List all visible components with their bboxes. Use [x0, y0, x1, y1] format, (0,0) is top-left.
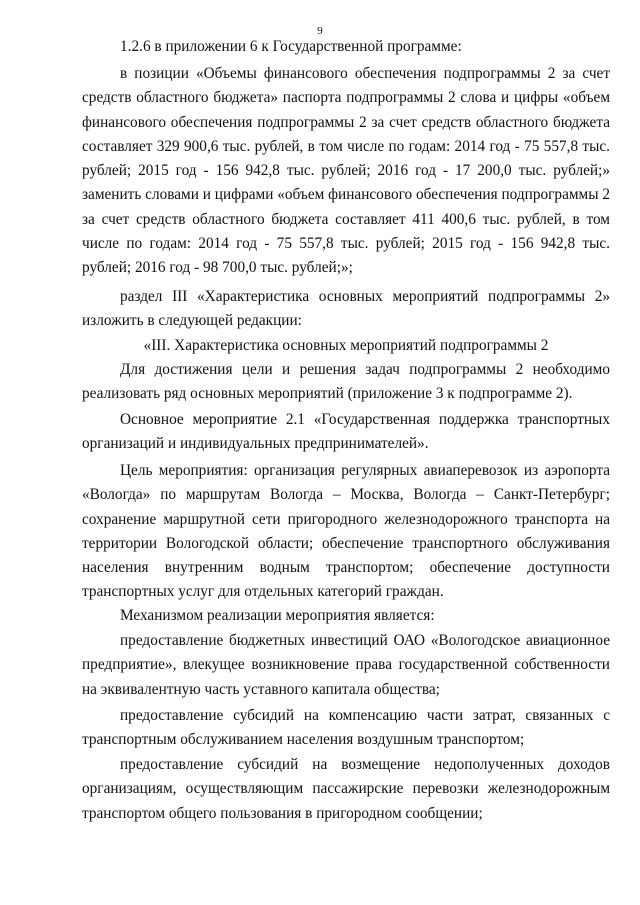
text-line: за счет средств областного бюджета составляет 411 400,6 тыс. рублей, в том [82, 210, 610, 228]
text-line: территории Вологодской области; обеспечение транспортного обслуживания [82, 534, 610, 552]
paragraph-goals [82, 358, 610, 407]
section-heading: «III. Характеристика основных мероприятий подпрограммы 2 [143, 337, 549, 354]
text-line: реализовать ряд основных мероприятий (приложение 3 к подпрограмме 2). [82, 385, 573, 403]
text-line: на эквивалентную часть уставного капитала общества; [82, 680, 440, 698]
paragraph-activity-goal [82, 459, 610, 605]
text-line: заменить словами и цифрами «объем финансового обеспечения подпрограммы 2 [82, 186, 610, 204]
text-line: числе по годам: 2014 год - 75 557,8 тыс. рублей; 2015 год - 156 942,8 тыс. [82, 235, 610, 253]
text-line: средств областного бюджета» паспорта подпрограммы 2 слова и цифры «объем [82, 89, 610, 107]
paragraph-mechanism [82, 604, 610, 628]
text-line: Для достижения цели и решения задач подпрограммы 2 необходимо [120, 361, 610, 378]
text-line: Механизмом реализации мероприятия является: [120, 607, 435, 624]
paragraph-rail-subsidies [82, 753, 610, 826]
text-line: населения внутренним водным транспортом; обеспечение доступности [82, 559, 610, 577]
text-line: предоставление бюджетных инвестиций ОАО «Вологодское авиационное [120, 632, 610, 649]
text-line: транспортных услуг для отдельных категорий граждан. [82, 583, 444, 601]
text-line: рублей; 2016 год - 98 700,0 тыс. рублей;»; [82, 259, 353, 277]
text-line: изложить в следующей редакции: [82, 312, 302, 330]
text-line: рублей; 2015 год - 156 942,8 тыс. рублей; 2016 год - 17 200,0 тыс. рублей;» [82, 162, 610, 180]
text-line: предприятие», влекущее возникновение права государственной собственности [82, 656, 610, 674]
text-line: 1.2.6 в приложении 6 к Государственной программе: [120, 38, 462, 55]
text-line: Цель мероприятия: организация регулярных авиаперевозок из аэропорта [120, 462, 610, 479]
paragraph-main-activity-2-1 [82, 408, 610, 457]
text-line: раздел III «Характеристика основных мероприятий подпрограммы 2» [120, 288, 610, 305]
paragraph-financing-position [82, 62, 610, 281]
paragraph-section-iii [82, 285, 610, 334]
text-line: предоставление субсидий на компенсацию части затрат, связанных с [120, 707, 610, 724]
text-line: Основное мероприятие 2.1 «Государственная поддержка транспортных [120, 411, 610, 428]
text-line: составляет 329 900,6 тыс. рублей, в том числе по годам: 2014 год - 75 557,8 тыс. [82, 137, 610, 155]
page-number: 9 [317, 25, 323, 37]
paragraph-budget-investments [82, 629, 610, 702]
text-line: организаций и индивидуальных предпринимателей». [82, 435, 429, 453]
text-line: финансового обеспечения подпрограммы 2 за счет средств областного бюджета [82, 113, 610, 131]
text-line: предоставление субсидий на возмещение недополученных доходов [120, 756, 610, 773]
text-line: транспортным обслуживанием населения воздушным транспортом; [82, 731, 525, 749]
text-line: «Вологда» по маршрутам Вологда – Москва, Вологда – Санкт-Петербург; [82, 486, 610, 504]
paragraph-air-subsidies [82, 704, 610, 753]
paragraph-1-2-6 [82, 35, 610, 59]
text-line: организациям, осуществляющим пассажирские перевозки железнодорожным [82, 780, 610, 798]
text-line: транспортом общего пользования в пригородном сообщении; [82, 804, 483, 822]
text-line: в позиции «Объемы финансового обеспечения подпрограммы 2 за счет [120, 65, 610, 82]
text-line: сохранение маршрутной сети пригородного железнодорожного транспорта на [82, 510, 610, 528]
